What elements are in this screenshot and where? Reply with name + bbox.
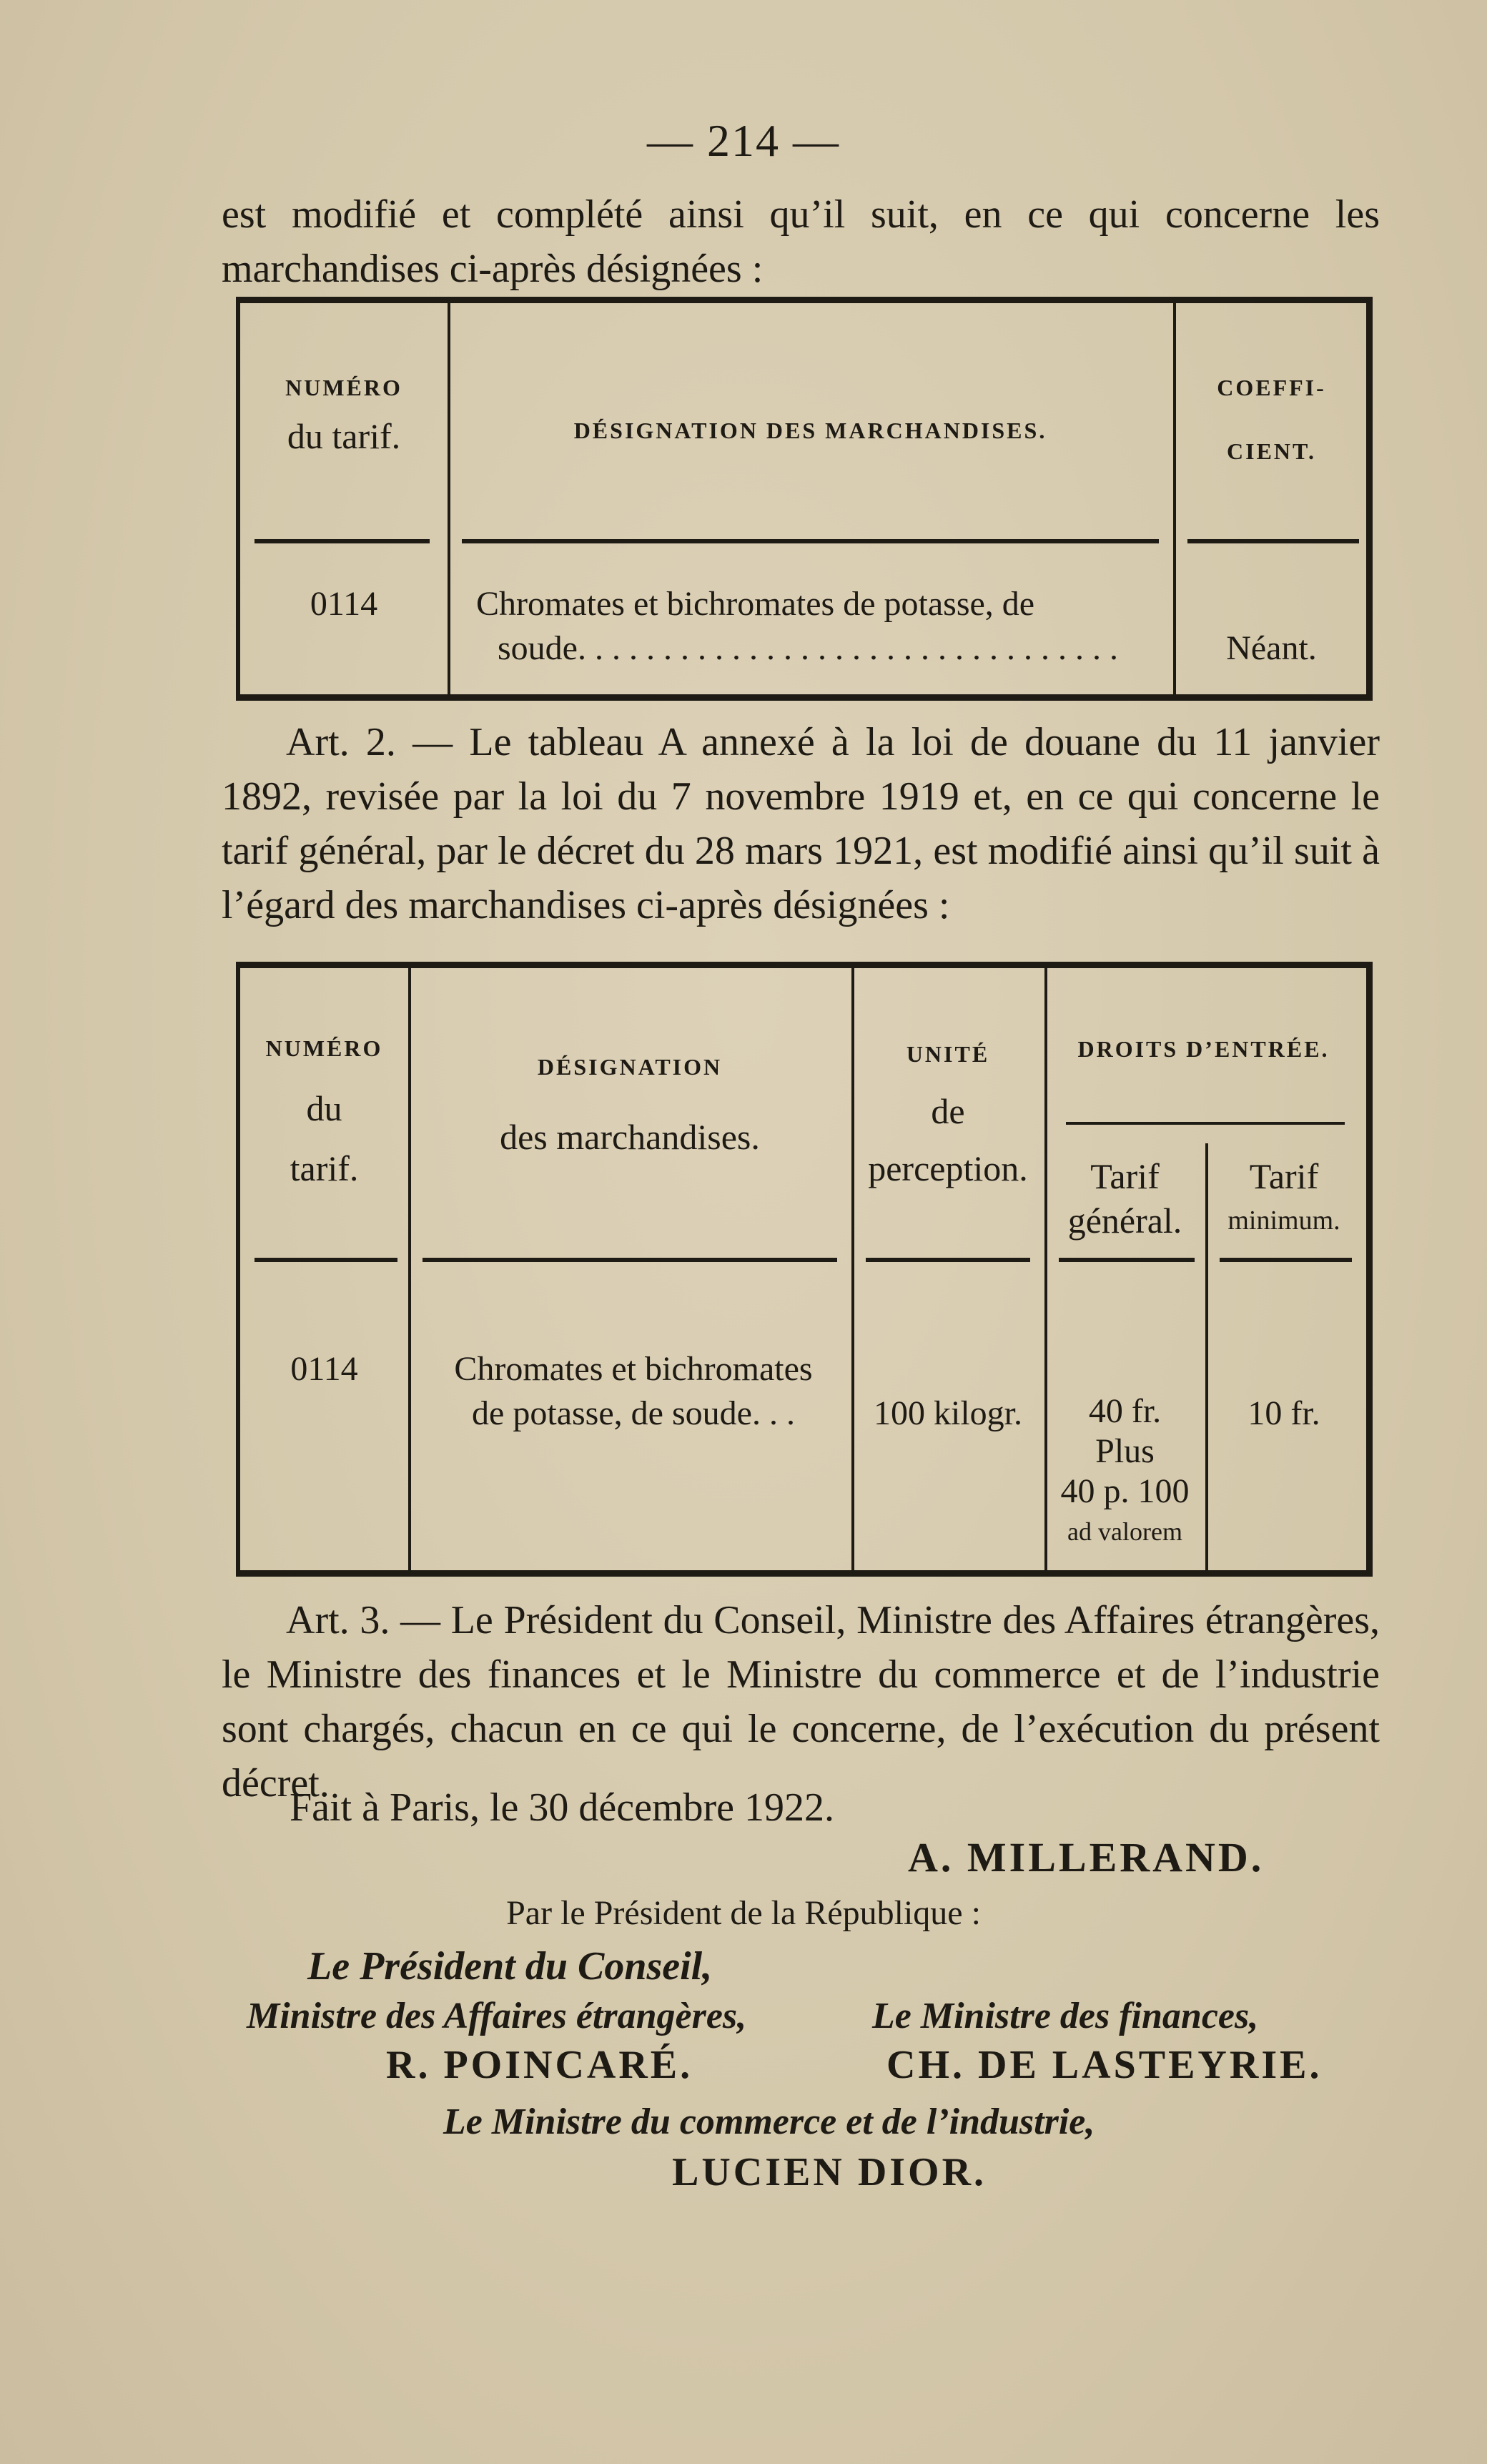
header-general: général.: [1067, 1201, 1182, 1241]
table2-row-unit: 100 kilogr.: [873, 1394, 1022, 1432]
ministre-finances-title: Le Ministre des finances,: [872, 1996, 1259, 2036]
table2-row-minimum: 10 fr.: [1248, 1394, 1320, 1432]
general-percent: 40 p. 100: [1060, 1472, 1190, 1510]
header-du-tarif: du tarif.: [287, 416, 401, 456]
table2-col3-header: [851, 1025, 1044, 1197]
header-coeffi: COEFFI-: [1217, 375, 1326, 400]
table1-col2-header: DÉSIGNATION DES MARCHANDISES.: [573, 418, 1047, 443]
table2-row-designation: [415, 1347, 851, 1436]
header-tarif: tarif.: [290, 1148, 359, 1188]
header-tarif-general: Tarif: [1090, 1156, 1160, 1196]
header-unite: UNITÉ: [906, 1041, 990, 1067]
coefficient-table: [236, 297, 1373, 701]
ministre-commerce-title: Le Ministre du commerce et de l’industrie,: [443, 2101, 1095, 2142]
poincare-name: R. POINCARÉ.: [386, 2043, 693, 2087]
droits-brace-rule: [1066, 1122, 1345, 1125]
designation-line: Chromates et bichromates: [454, 1350, 813, 1388]
header-rule: [1059, 1258, 1195, 1262]
dior-name: LUCIEN DIOR.: [672, 2150, 987, 2194]
president-conseil-title: Le Président du Conseil,: [307, 1944, 713, 1989]
duties-table: [236, 962, 1373, 1577]
header-perception: perception.: [868, 1148, 1028, 1188]
table2-col4-header: DROITS D’ENTRÉE.: [1077, 1036, 1330, 1062]
general-ad-valorem: ad valorem: [1067, 1517, 1182, 1546]
general-plus: Plus: [1095, 1432, 1155, 1470]
column-separator: [448, 303, 450, 694]
table2-row-general: [1044, 1391, 1205, 1552]
date-line: Fait à Paris, le 30 décembre 1922.: [290, 1785, 835, 1830]
header-rule: [423, 1258, 837, 1262]
designation-line: soude. . . . . . . . . . . . . . . . . . . . . . . . . . . . . . . .: [498, 629, 1118, 667]
designation-line: Chromates et bichromates de potasse, de: [476, 585, 1035, 623]
header-numero: NUMÉRO: [265, 1035, 383, 1061]
table2-col1-header: [240, 1018, 408, 1198]
table1-col1-header: [240, 375, 448, 457]
header-rule: [255, 1258, 397, 1262]
general-duty: 40 fr.: [1088, 1392, 1162, 1430]
table1-col3-header: [1173, 375, 1370, 465]
header-de: de: [931, 1091, 965, 1131]
table1-row-designation: [476, 582, 1162, 671]
header-rule: [1220, 1258, 1352, 1262]
header-tarif-minimum: Tarif: [1249, 1156, 1319, 1196]
table2-col2-header: [408, 1054, 851, 1158]
table1-row-coefficient: Néant.: [1226, 629, 1317, 667]
header-numero: NUMÉRO: [285, 375, 402, 400]
table2-col4a-header: [1044, 1154, 1205, 1243]
header-rule: [866, 1258, 1030, 1262]
table1-row-number: 0114: [310, 585, 378, 623]
page-number: — 214 —: [647, 115, 840, 166]
designation-line: de potasse, de soude. . .: [472, 1394, 795, 1432]
header-du: du: [306, 1088, 342, 1128]
header-rule: [1187, 539, 1359, 543]
article-3: Art. 3. — Le Président du Conseil, Ministre des Affaires étrangères, le Ministre des finances et le Ministre du commerce et de l’industrie sont chargés, chacun en ce qui le concerne, de l’exécution du présent décret.: [222, 1598, 1380, 1805]
header-cient: CIENT.: [1227, 438, 1316, 464]
par-le-president: Par le Président de la République :: [506, 1894, 981, 1932]
table2-col4b-header: [1205, 1154, 1363, 1243]
header-minimum: minimum.: [1227, 1206, 1340, 1236]
header-rule: [462, 539, 1159, 543]
header-designation: DÉSIGNATION: [537, 1054, 723, 1080]
header-des-marchandises: des marchandises.: [500, 1117, 760, 1157]
article-2: Art. 2. — Le tableau A annexé à la loi de douane du 11 janvier 1892, revisée par la loi du 7 novembre 1919 et, en ce qui concerne le tarif général, par le décret du 28 mars 1921, est modifié ainsi qu’il suit à l’égard des marchandises ci-après désignées :: [222, 720, 1380, 927]
table2-row-number: 0114: [290, 1350, 358, 1388]
president-conseil-subtitle: Ministre des Affaires étrangères,: [247, 1996, 747, 2036]
lasteyrie-name: CH. DE LASTEYRIE.: [886, 2043, 1323, 2087]
header-rule: [255, 539, 430, 543]
intro-paragraph: est modifié et complété ainsi qu’il suit, en ce qui concerne les marchandises ci-après désignées :: [222, 192, 1380, 291]
signatory-name: A. MILLERAND.: [908, 1834, 1265, 1881]
